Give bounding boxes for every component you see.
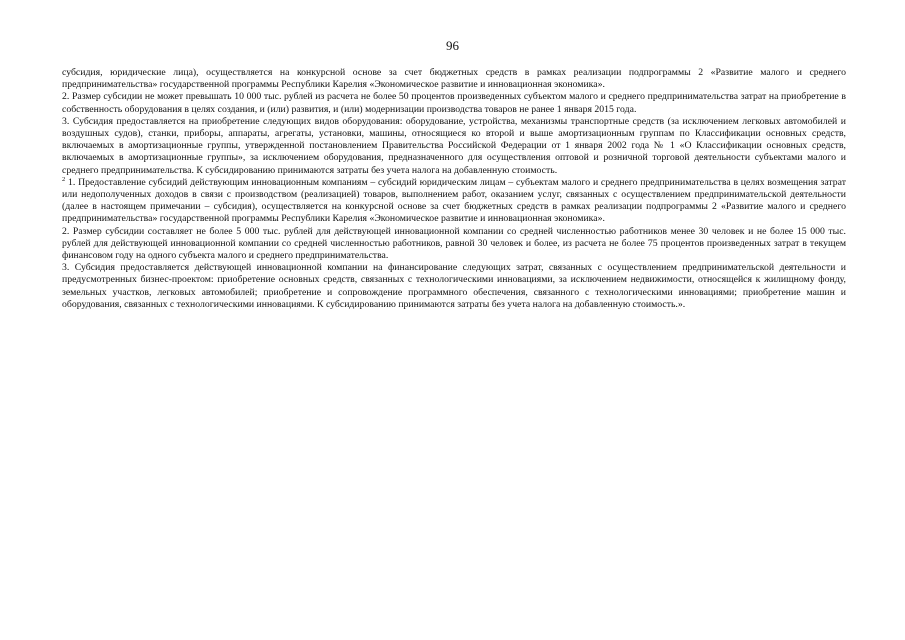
footnote-paragraph-1 xyxy=(62,177,846,226)
footnote-paragraph-2: 2. Размер субсидии составляет не более 5 000 тыс. рублей для действующей инновационной компании со средней численностью работников менее 30 человек и не более 15 000 тыс. рублей для действующей инновационной компании со средней численностью работников, равной 30 человек и более, из расчета не более 75 процентов произведенных затрат в текущем финансовом году на одного субъекта малого и среднего предпринимательства. xyxy=(62,225,846,262)
paragraph-subsidy-size: 2. Размер субсидии не может превышать 10 000 тыс. рублей из расчета не более 50 процентов произведенных субъектом малого и среднего предпринимательства затрат на приобретение в собственность оборудования в целях создания, и (или) развития, и (или) модернизации производства товаров не ранее 1 января 2015 года. xyxy=(62,91,846,115)
document-body xyxy=(62,67,846,311)
paragraph-continuation: субсидия, юридические лица), осуществляется на конкурсной основе за счет бюджетных средств в рамках реализации подпрограммы 2 «Развитие малого и среднего предпринимательства» государственной программы Республики Карелия «Экономическое развитие и инновационная экономика». xyxy=(62,67,846,91)
footnote-paragraph-1-text: 1. Предоставление субсидий действующим инновационным компаниям – субсидий юридическим лицам – субъектам малого и среднего предпринимательства в целях возмещения затрат или недополученных доходов в связи с производством (реализацией) товаров, выполнением работ, оказанием услуг, связанных с осуществлением предпринимательской деятельности (далее в настоящем примечании – субсидия), осуществляется на конкурсной основе за счет бюджетных средств в рамках реализации подпрограммы 2 «Развитие малого и среднего предпринимательства» государственной программы Республики Карелия «Экономическое развитие и инновационная экономика». xyxy=(62,176,846,225)
page-number: 96 xyxy=(446,38,459,53)
footnote-marker: 2 xyxy=(62,175,66,183)
footnote-paragraph-3: 3. Субсидия предоставляется действующей инновационной компании на финансирование следующих затрат, связанных с осуществлением предпринимательской деятельности и предусмотренных бизнес-проектом: приобретение основных средств, связанных с технологическими инновациями, за исключением недвижимости, относящейся к жилищному фонду, земельных участков, легковых автомобилей; приобретение и сопровождение программного обеспечения, связанного с технологическими инновациями; приобретение машин и оборудования, связанных с технологическими инновациями. К субсидированию принимаются затраты без учета налога на добавленную стоимость.». xyxy=(62,262,846,310)
paragraph-equipment-types: 3. Субсидия предоставляется на приобретение следующих видов оборудования: оборудование, устройства, механизмы транспортные средств (за исключением легковых автомобилей и воздушных судов), станки, приборы, аппараты, агрегаты, установки, машины, относящиеся ко второй и выше амортизационным группам по Классификации основных средств, включаемых в амортизационные группы, утвержденной постановлением Правительства Российской Федерации от 1 января 2002 года № 1 «О Классификации основных средств, включаемых в амортизационные группы», за исключением оборудования, предназначенного для осуществления оптовой и розничной торговой деятельности субъектами малого и среднего предпринимательства. К субсидированию принимаются затраты без учета налога на добавленную стоимость. xyxy=(62,115,846,176)
